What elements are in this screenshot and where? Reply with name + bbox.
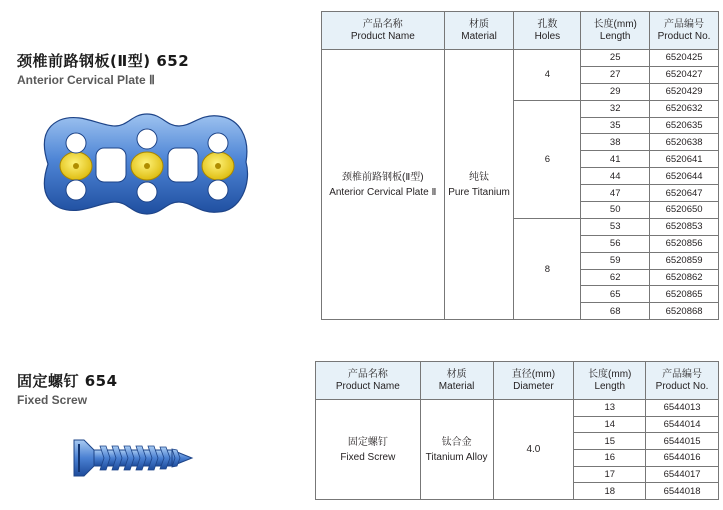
length-cell: 65: [581, 286, 650, 303]
product-no-cell: 6520862: [650, 269, 719, 286]
screw-spec-table: [315, 361, 719, 500]
product-no-cell: 6520632: [650, 100, 719, 117]
diameter-cell: 4.0: [493, 400, 574, 500]
product-no-cell: 6520856: [650, 235, 719, 252]
length-cell: 47: [581, 185, 650, 202]
plate-spec-table: [321, 11, 719, 320]
screw-title-zh: 固定螺钉 654: [17, 372, 118, 390]
product-no-cell: 6544018: [646, 483, 719, 500]
length-cell: 53: [581, 218, 650, 235]
length-cell: 14: [574, 416, 646, 433]
length-cell: 41: [581, 151, 650, 168]
length-cell: 56: [581, 235, 650, 252]
product-no-cell: 6520868: [650, 303, 719, 320]
plate-title-en: Anterior Cervical Plate Ⅱ: [17, 73, 155, 87]
header-length: 长度(mm) Length: [581, 12, 650, 50]
product-no-cell: 6544013: [646, 400, 719, 417]
product-no-cell: 6520859: [650, 252, 719, 269]
product-no-cell: 6520650: [650, 202, 719, 219]
product-no-cell: 6520641: [650, 151, 719, 168]
length-cell: 59: [581, 252, 650, 269]
plate-title-zh: 颈椎前路钢板(Ⅱ型) 652: [17, 52, 190, 70]
material-cell: 钛合金 Titanium Alloy: [420, 400, 493, 500]
product-no-cell: 6520853: [650, 218, 719, 235]
header-material: 材质 Material: [420, 362, 493, 400]
screw-heading: [17, 370, 118, 407]
length-cell: 15: [574, 433, 646, 450]
length-cell: 27: [581, 66, 650, 83]
length-cell: 44: [581, 168, 650, 185]
header-diameter: 直径(mm) Diameter: [493, 362, 574, 400]
length-cell: 25: [581, 50, 650, 67]
length-cell: 13: [574, 400, 646, 417]
product-name-cell: 颈椎前路钢板(Ⅱ型) Anterior Cervical Plate Ⅱ: [322, 50, 445, 320]
header-product-name: 产品名称 Product Name: [322, 12, 445, 50]
length-cell: 50: [581, 202, 650, 219]
header-length: 长度(mm) Length: [574, 362, 646, 400]
product-no-cell: 6544017: [646, 466, 719, 483]
product-no-cell: 6520638: [650, 134, 719, 151]
header-material: 材质 Material: [444, 12, 514, 50]
length-cell: 68: [581, 303, 650, 320]
holes-cell: 4: [514, 50, 581, 101]
length-cell: 38: [581, 134, 650, 151]
product-no-cell: 6544015: [646, 433, 719, 450]
holes-cell: 6: [514, 100, 581, 218]
product-no-cell: 6520425: [650, 50, 719, 67]
length-cell: 18: [574, 483, 646, 500]
header-product-no: 产品编号 Product No.: [646, 362, 719, 400]
material-cell: 纯钛 Pure Titanium: [444, 50, 514, 320]
length-cell: 32: [581, 100, 650, 117]
length-cell: 16: [574, 450, 646, 467]
cervical-plate-image: [40, 112, 255, 220]
product-name-cell: 固定螺钉 Fixed Screw: [316, 400, 421, 500]
length-cell: 17: [574, 466, 646, 483]
header-product-no: 产品编号 Product No.: [650, 12, 719, 50]
length-cell: 35: [581, 117, 650, 134]
product-no-cell: 6544016: [646, 450, 719, 467]
holes-cell: 8: [514, 218, 581, 319]
product-no-cell: 6520644: [650, 168, 719, 185]
product-no-cell: 6544014: [646, 416, 719, 433]
product-no-cell: 6520647: [650, 185, 719, 202]
fixed-screw-image: [72, 432, 196, 484]
header-holes: 孔数 Holes: [514, 12, 581, 50]
length-cell: 29: [581, 83, 650, 100]
product-no-cell: 6520865: [650, 286, 719, 303]
screw-title-en: Fixed Screw: [17, 393, 88, 407]
product-no-cell: 6520429: [650, 83, 719, 100]
length-cell: 62: [581, 269, 650, 286]
product-no-cell: 6520635: [650, 117, 719, 134]
header-product-name: 产品名称 Product Name: [316, 362, 421, 400]
product-no-cell: 6520427: [650, 66, 719, 83]
plate-heading: [17, 50, 189, 87]
